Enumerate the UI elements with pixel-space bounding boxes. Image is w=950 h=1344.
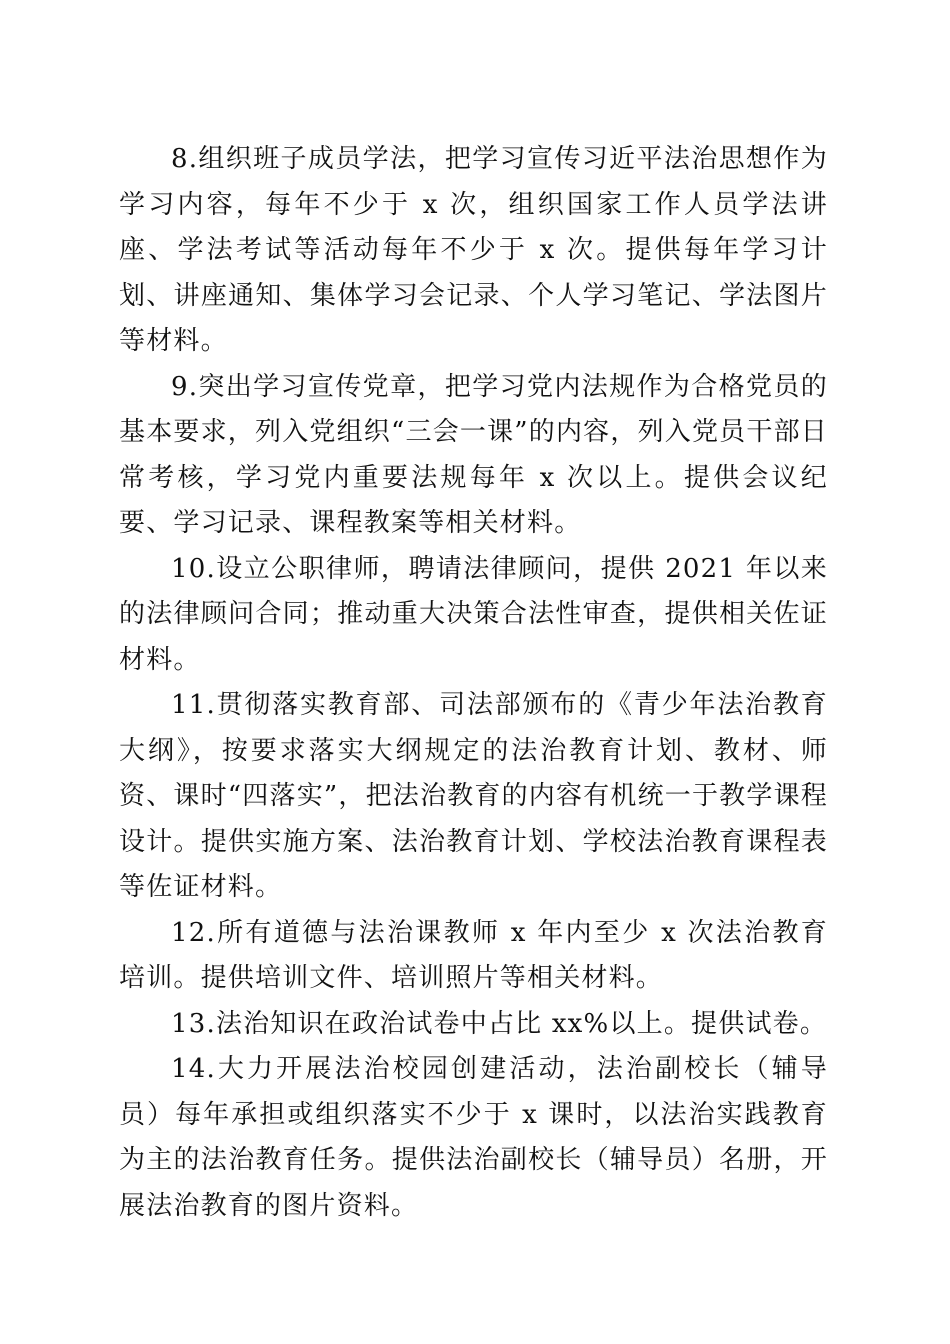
paragraph-item-10: 10.设立公职律师，聘请法律顾问，提供 2021 年以来的法律顾问合同；推动重大决策合法性审查，提供相关佐证材料。 <box>119 553 828 675</box>
paragraph-item-8: 8.组织班子成员学法，把学习宣传习近平法治思想作为学习内容，每年不少于 x 次，组织国家工作人员学法讲座、学法考试等活动每年不少于 x 次。提供每年学习计划、讲座通知、集体学习会记录、个人学习笔记、学法图片等材料。 <box>119 144 828 356</box>
paragraph-item-13: 13.法治知识在政治试卷中占比 xx%以上。提供试卷。 <box>171 1008 828 1039</box>
paragraph-item-9: 9.突出学习宣传党章，把学习党内法规作为合格党员的基本要求，列入党组织“三会一课”的内容，列入党员干部日常考核，学习党内重要法规每年 x 次以上。提供会议纪要、学习记录、课程教案等相关材料。 <box>119 371 828 538</box>
paragraph-item-11: 11.贯彻落实教育部、司法部颁布的《青少年法治教育大纲》，按要求落实大纲规定的法治教育计划、教材、师资、课时“四落实”，把法治教育的内容有机统一于教学课程设计。提供实施方案、法治教育计划、学校法治教育课程表等佐证材料。 <box>119 690 828 902</box>
document-body <box>119 137 828 1229</box>
paragraph-item-14: 14.大力开展法治校园创建活动，法治副校长（辅导员）每年承担或组织落实不少于 x 课时，以法治实践教育为主的法治教育任务。提供法治副校长（辅导员）名册，开展法治教育的图片资料。 <box>119 1054 828 1221</box>
paragraph-item-12: 12.所有道德与法治课教师 x 年内至少 x 次法治教育培训。提供培训文件、培训照片等相关材料。 <box>119 917 828 993</box>
